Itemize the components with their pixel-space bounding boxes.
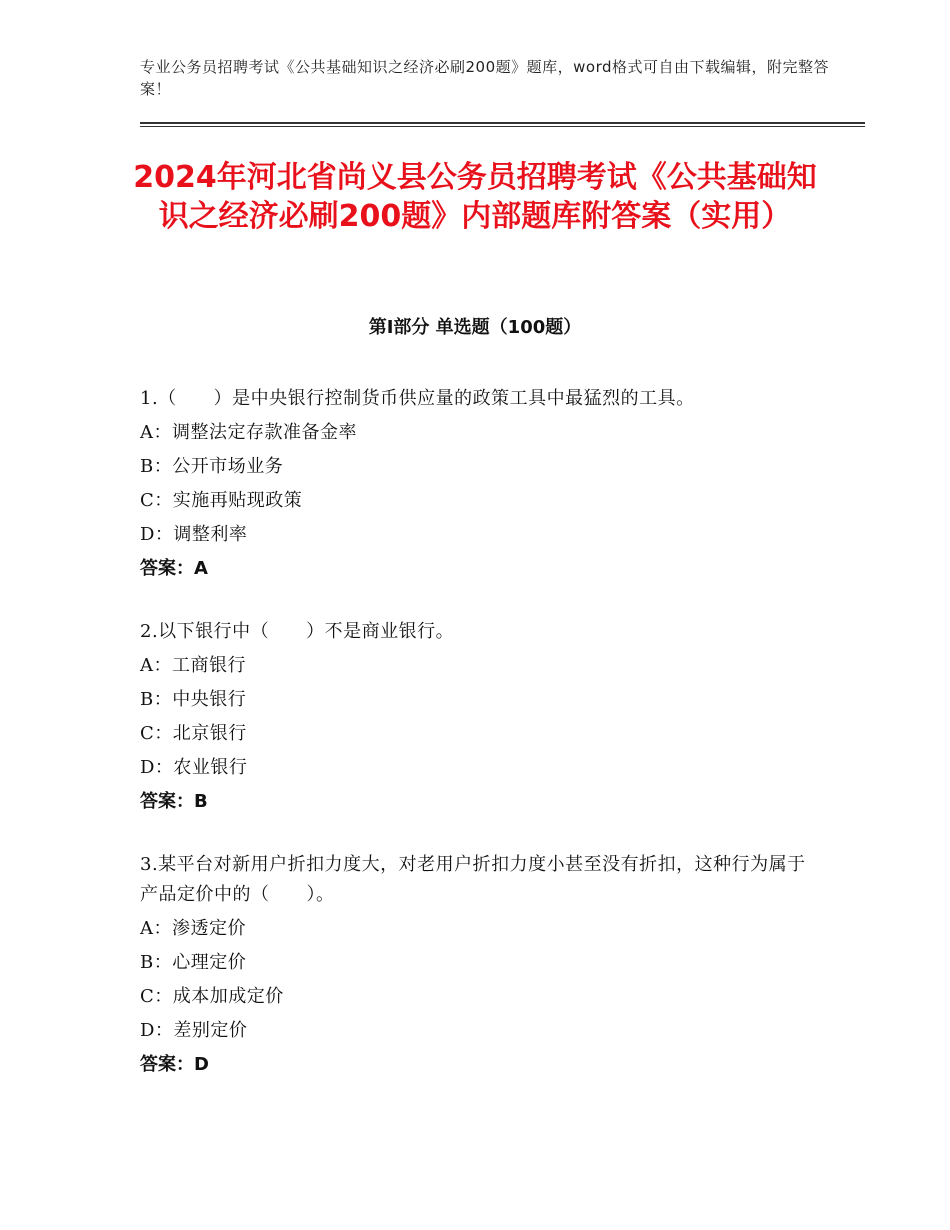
question-stem: 3.某平台对新用户折扣力度大，对老用户折扣力度小甚至没有折扣，这种行为属于产品定价中的（ ）。: [140, 854, 806, 905]
option-c: C：成本加成定价: [140, 986, 284, 1007]
option-c: C：实施再贴现政策: [140, 490, 303, 511]
option-d: D：差别定价: [140, 1020, 248, 1041]
header-divider-thin: [140, 126, 865, 127]
option-b: B：中央银行: [140, 689, 247, 710]
document-title: 2024年河北省尚义县公务员招聘考试《公共基础知识之经济必刷200题》内部题库附答案（实用）: [133, 160, 817, 234]
option-a: A：渗透定价: [140, 918, 246, 939]
answer: 答案：B: [140, 791, 208, 812]
answer: 答案：D: [140, 1054, 209, 1075]
header-note: 专业公务员招聘考试《公共基础知识之经济必刷200题》题库，word格式可自由下载编辑，附完整答案！: [140, 58, 830, 98]
option-b: B：公开市场业务: [140, 456, 284, 477]
question-3: [140, 850, 820, 1080]
header-divider-thick: [140, 122, 865, 124]
option-d: D：调整利率: [140, 524, 248, 545]
question-list: [140, 384, 820, 1113]
question-2: [140, 617, 820, 817]
option-d: D：农业银行: [140, 757, 248, 778]
option-a: A：工商银行: [140, 655, 246, 676]
option-a: A：调整法定存款准备金率: [140, 422, 357, 443]
section-title: 第Ⅰ部分 单选题（100题）: [368, 317, 582, 338]
question-stem: 1.（ ）是中央银行控制货币供应量的政策工具中最猛烈的工具。: [140, 388, 695, 409]
question-stem: 2.以下银行中（ ）不是商业银行。: [140, 621, 455, 642]
option-b: B：心理定价: [140, 952, 247, 973]
answer: 答案：A: [140, 558, 208, 579]
question-1: [140, 384, 820, 584]
option-c: C：北京银行: [140, 723, 247, 744]
